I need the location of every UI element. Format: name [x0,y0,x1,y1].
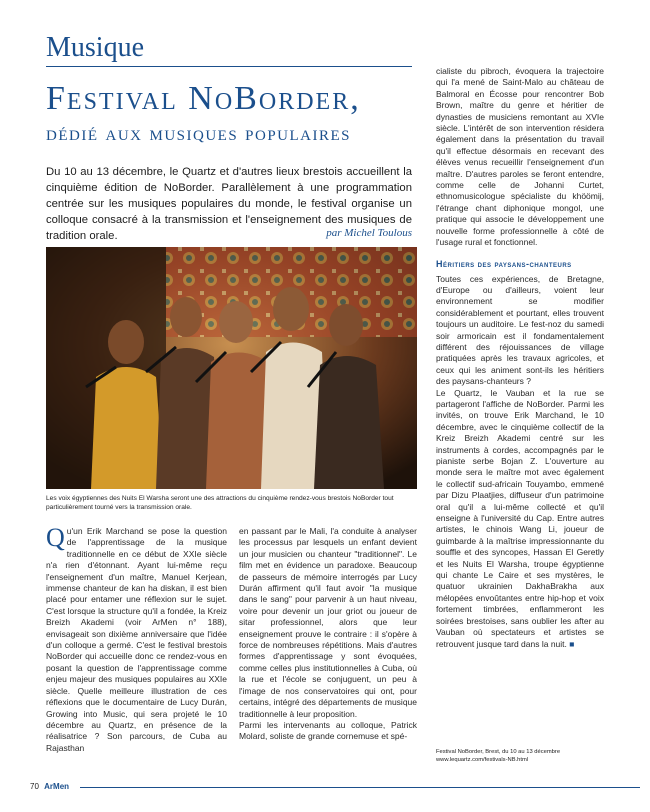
section-divider [46,66,412,67]
concert-photo-illustration [46,247,417,489]
page-number: 70 [30,782,39,791]
drop-cap: Q [46,526,65,552]
event-info [436,748,606,764]
photo-caption: Les voix égyptiennes des Nuits El Warsha seront une des attractions du cinquième rendez-vous brestois NoBorder tout particulièrement tourné vers la transmission orale. [46,495,394,511]
article-photo [46,247,417,489]
section-title: Musique [46,32,144,63]
event-info-dates: Festival NoBorder, Brest, du 10 au 13 décembre [436,749,561,755]
footer-divider [80,787,640,788]
article-lede: Du 10 au 13 décembre, le Quartz et d'autres lieux brestois accueillent la cinquième édition de NoBorder. Parallèlement à une programmation centrée sur les musiques populaires du monde, le festival organise un colloque consacré à la transmission et l'enseignement des musiques de tradition orale. [46,166,412,242]
magazine-name: ArMen [44,782,70,791]
section-subtitle: Héritiers des paysans-chanteurs [436,258,572,269]
body-column-3 [436,66,604,756]
article-subhead: dédié aux musiques populaires [46,120,352,145]
body-column-2 [239,526,417,788]
body-column-1 [46,526,227,788]
article-byline: par Michel Toulous [326,227,412,239]
body-text-2: en passant par le Mali, l'a conduite à analyser les processus par lesquels un enfant devient un jour musicien ou chanteur "traditionnel". Le film met en évidence un paradoxe. Beaucoup de passeurs de mémoire interrogés par Lucy Durán affirment qu'il faut avoir "la musique dans le sang" pour parvenir à un haut niveau, voire pour devenir un jour griot ou joueur de sitar professionnel, alors que leur enseignement prouve le contraire : il s'opère à force de nombreuses répétitions. Mais d'autres formes d'apprentissage y sont évoquées, comme celles plus institutionnelles à Cuba, où la rue et l'école se conjuguent, un peu à l'image de nos conservatoires qui ont, pour certains, intégré des départements de musique traditionnelle à leur proposition. [239,526,417,719]
body-text-3a: cialiste du pibroch, évoquera la trajectoire qui l'a mené de Saint-Malo au château de Balmoral en Écosse pour rencontrer Bob Brown, maître du genre et héritier de dynasties de musiciens remontant au XVIe siècle. L'intérêt de son intervention résidera également dans la présentation du travail qu'il effectue désormais en recevant des élèves venus recueillir l'enseignement d'un maître. D'autres paroles se feront entendre, comme celle de Johanni Curtet, ethnomusicologue spécialiste du khöömij, l'étrange chant diphonique mongol, une pratique qui associe le développement une nouvelle forme professionnelle à côté de l'usage rural et fonctionnel. [436,66,604,248]
end-of-article-mark: ■ [569,638,575,649]
body-text-3c: Le Quartz, le Vauban et la rue se partageront l'affiche de NoBorder. Parmi les invités, on trouve Erik Marchand, le 10 décembre, avec le cinquième collectif de la Kreiz Breizh Akademi centré sur les instruments à cordes, accompagnés par le pianiste serbe Bojan Z. L'ouverture au monde sera le maître mot avec également le collectif sud-africain Touyambo, emmené par Dizu Plaatjies, diffuseur d'un patrimoine oral qu'il a lui-même collecté et qu'il enseigne à l'université du Cap. Entre autres artistes, le chinois Wang Li, joueur de guimbarde à la maîtrise impressionnante du souffle et des syncopes, Hassan El Geretly et les Nuits El Warsha, troupe égyptienne qui chante Le Caire et ses mystères, le quatuor ukrainien DakhaBrakha aux mélopées envoûtantes entre hip-hop et voix fortement timbrées, enflammeront les soirées brestoises, sans oublier les after au Vauban où spectateurs et artistes se retrouvent jusque tard dans la nuit. [436,387,604,649]
page-footer [30,782,69,791]
event-info-website: www.lequartz.com/festivals-NB.html [436,757,529,763]
body-text-1: u'un Erik Marchand se pose la question de l'apprentissage de la musique traditionnelle en ce début de XXIe siècle n'a rien d'étonnant. Ayant lui-même reçu l'enseignement d'un maître, Manuel Kerjean, immense chanteur de kan ha diskan, il est bien placé pour entamer une réflexion sur le sujet. C'est lorsque la structure qu'il a fondée, la Kreiz Breizh Akademi (voir ArMen n° 188), envisageait son dixième anniversaire que l'idée d'un colloque a germé. C'est le festival brestois NoBorder qui accueille donc ce rendez-vous en posant la question de l'apprentissage comme enjeu majeur des musiques populaires au XXIe siècle. Quelle meilleure illustration de ces réflexions que le documentaire de Lucy Durán, Growing into Music, qui sera projeté le 10 décembre au Quartz, en présence de la réalisatrice ? Son parcours, de Cuba au Rajasthan [46,526,227,753]
body-text-2b: Parmi les intervenants au colloque, Patrick Molard, soliste de grande cornemuse et spé- [239,719,417,742]
body-text-3b: Toutes ces expériences, de Bretagne, d'Europe ou d'ailleurs, voient leur environnement se modifier considérablement et pourtant, elles trouvent toujours un auditoire. Le fest-noz du samedi soir armoricain est il fondamentalement différent des réjouissances de village pratiquées après les travaux agricoles, et ceux qui les animent sont-ils les héritiers des paysans-chanteurs ? [436,273,604,387]
article-headline: Festival NoBorder, [46,80,361,117]
